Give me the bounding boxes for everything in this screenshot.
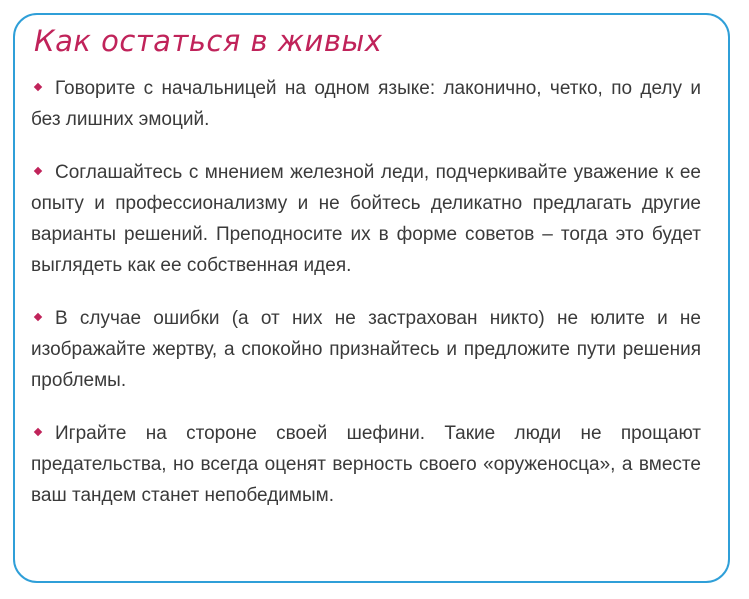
list-item-text: Соглашайтесь с мнением железной леди, подчеркивайте уважение к ее опыту и профессионализму и не бойтесь деликатно предлагать другие варианты решений. Преподносите их в форме советов – тогда это будет выглядеть как ее собственная идея. [31, 162, 701, 276]
diamond-bullet-icon [34, 313, 42, 321]
tips-list [31, 73, 701, 533]
list-item-text: Играйте на стороне своей шефини. Такие люди не прощают предательства, но всегда оценят верность своего «оруженосца», а вместе ваш тандем станет непобедимым. [31, 423, 701, 506]
list-item [31, 157, 701, 281]
box-title: Как остаться в живых [34, 24, 383, 58]
list-item [31, 418, 701, 511]
diamond-bullet-icon [34, 428, 42, 436]
list-item-text: Говорите с начальницей на одном языке: лаконично, четко, по делу и без лишних эмоций. [31, 78, 701, 130]
diamond-bullet-icon [34, 167, 42, 175]
list-item [31, 303, 701, 396]
list-item-text: В случае ошибки (а от них не застрахован никто) не юлите и не изображайте жертву, а спокойно признайтесь и предложите пути решения проблемы. [31, 308, 701, 391]
diamond-bullet-icon [34, 83, 42, 91]
list-item [31, 73, 701, 135]
